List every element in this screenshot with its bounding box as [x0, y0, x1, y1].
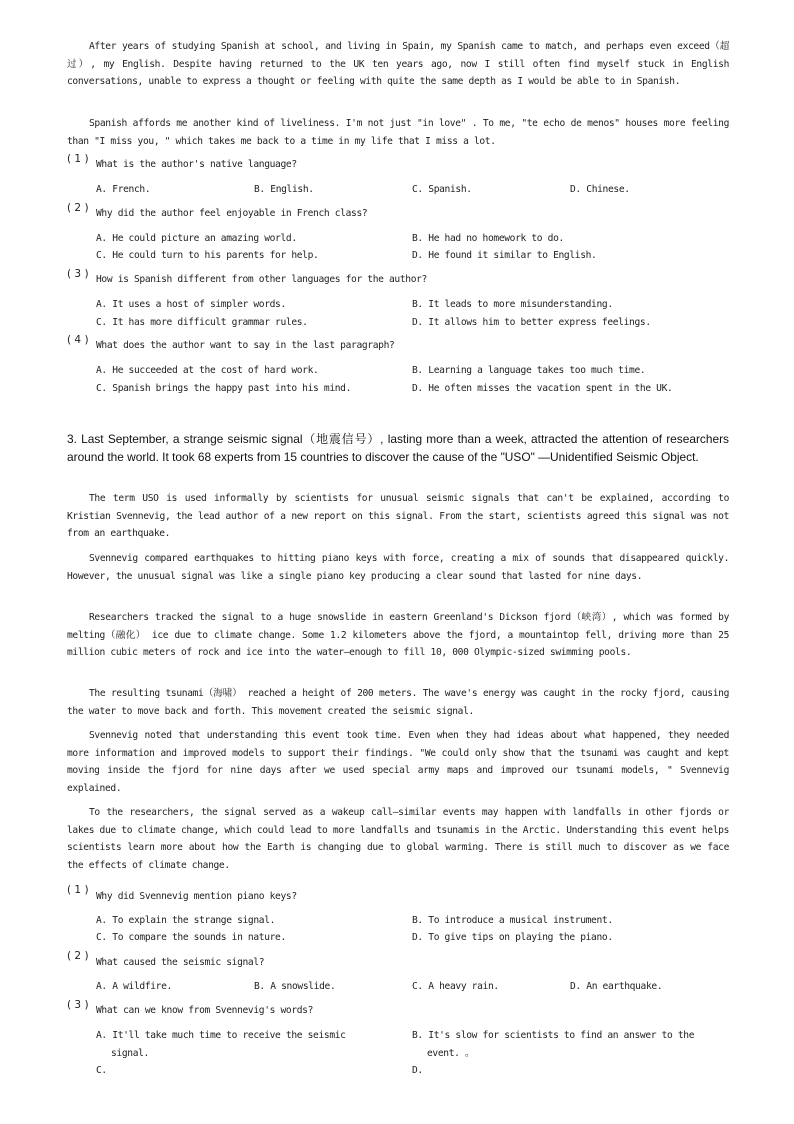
option-b: B. It leads to more misunderstanding. [412, 299, 613, 310]
option-d: D. He often misses the vacation spent in the UK. [412, 383, 673, 394]
option-d: D. He found it similar to English. [412, 250, 597, 261]
option-d: D. It allows him to better express feelings. [412, 317, 651, 328]
question-text: Why did Svennevig mention piano keys? [96, 891, 297, 902]
option-a: A. To explain the strange signal. [96, 915, 276, 926]
question-number: ( 1 ) [67, 884, 89, 896]
passage3-paragraph-6: To the researchers, the signal served as a wakeup call—similar events may happen with landfalls in other fjords or lakes due to climate change, which could lead to more landfalls and tsunamis in the Arctic. Understanding this event helps scientists learn more about how the Earth is changing due to global warming. There is still much to discover as we face the effects of climate change. [67, 807, 729, 871]
question-number: ( 3 ) [67, 999, 89, 1011]
option-b: B. English. [254, 184, 314, 195]
option-d: D. An earthquake. [570, 981, 663, 992]
question-text: What can we know from Svennevig's words? [96, 1005, 314, 1016]
question-number: ( 3 ) [67, 268, 89, 280]
option-b: B. To introduce a musical instrument. [412, 915, 613, 926]
option-b: B. Learning a language takes too much time. [412, 365, 646, 376]
option-c: C. It has more difficult grammar rules. [96, 317, 308, 328]
option-d: D. Chinese. [570, 184, 630, 195]
option-c: C. A heavy rain. [412, 981, 499, 992]
option-b: B. A snowslide. [254, 981, 336, 992]
passage3-paragraph-3: Researchers tracked the signal to a huge snowslide in eastern Greenland's Dickson fjord（峡湾）, which was formed by melting（融化） ice due to climate change. Some 1.2 kilometers above the fjord, a mountaintop fell, driving more than 25 million cubic meters of rock and ice into the water—enough to fill 10, 000 Olympic-sized swimming pools. [67, 612, 729, 658]
option-b: B. It's slow for scientists to find an answer to the event. 。 [412, 1030, 695, 1059]
option-d: D. To give tips on playing the piano. [412, 932, 613, 943]
option-c: C. Spanish. [412, 184, 472, 195]
option-a: A. A wildfire. [96, 981, 172, 992]
option-b: B. He had no homework to do. [412, 233, 564, 244]
option-c: C. Spanish brings the happy past into his mind. [96, 383, 352, 394]
option-a: A. He could picture an amazing world. [96, 233, 297, 244]
option-a: A. It uses a host of simpler words. [96, 299, 286, 310]
option-a: A. French. [96, 184, 151, 195]
passage1-paragraph-2: Spanish affords me another kind of liveliness. I'm not just "in love" . To me, "te echo de menos" houses more feeling than "I miss you, " which takes me back to a time in my life that I miss a lot. [67, 118, 729, 147]
option-a: A. He succeeded at the cost of hard work. [96, 365, 319, 376]
option-a: A. It'll take much time to receive the seismic signal. [96, 1030, 346, 1059]
question-text: Why did the author feel enjoyable in French class? [96, 208, 368, 219]
question-text: What is the author's native language? [96, 159, 297, 170]
passage3-paragraph-1: The term USO is used informally by scientists for unusual seismic signals that can't be explained, according to Kristian Svennevig, the lead author of a new report on this signal. From the start, scientists agreed this signal was not from an earthquake. [67, 493, 729, 539]
option-c: C. [96, 1065, 107, 1076]
question-text: How is Spanish different from other languages for the author? [96, 274, 427, 285]
passage3-paragraph-4: The resulting tsunami（海啸） reached a height of 200 meters. The wave's energy was caught in the rocky fjord, causing the water to move back and forth. This movement created the seismic signal. [67, 688, 729, 717]
question-text: What does the author want to say in the last paragraph? [96, 340, 395, 351]
option-d: D. [412, 1065, 423, 1076]
passage3-intro: 3. Last September, a strange seismic signal（地震信号）, lasting more than a week, attracted the attention of researchers around the world. It took 68 experts from 15 countries to discover the cause of the "USO" —Unidentified Seismic Object. [67, 432, 729, 464]
question-number: ( 2 ) [67, 202, 89, 214]
question-number: ( 2 ) [67, 950, 89, 962]
option-c: C. To compare the sounds in nature. [96, 932, 286, 943]
option-c: C. He could turn to his parents for help. [96, 250, 319, 261]
passage1-paragraph-1: After years of studying Spanish at school, and living in Spain, my Spanish came to match, and perhaps even exceed（超过）, my English. Despite having returned to the UK ten years ago, now I still often find myself stuck in English conversations, unable to express a thought or feeling with quite the same depth as I would be able to in Spanish. [67, 41, 729, 87]
question-number: ( 4 ) [67, 334, 89, 346]
passage3-paragraph-2: Svennevig compared earthquakes to hitting piano keys with force, creating a mix of sounds that disappeared quickly. However, the unusual signal was like a single piano key producing a clear sound that lasted for nine days. [67, 553, 729, 582]
question-text: What caused the seismic signal? [96, 957, 265, 968]
question-number: ( 1 ) [67, 153, 89, 165]
passage3-paragraph-5: Svennevig noted that understanding this event took time. Even when they had ideas about what happened, they needed more information and improved models to support their findings. "We could only show that the tsunami was caught and kept moving inside the fjord for nine days after we used special army maps and improved our tsunami models, " Svennevig explained. [67, 730, 729, 794]
